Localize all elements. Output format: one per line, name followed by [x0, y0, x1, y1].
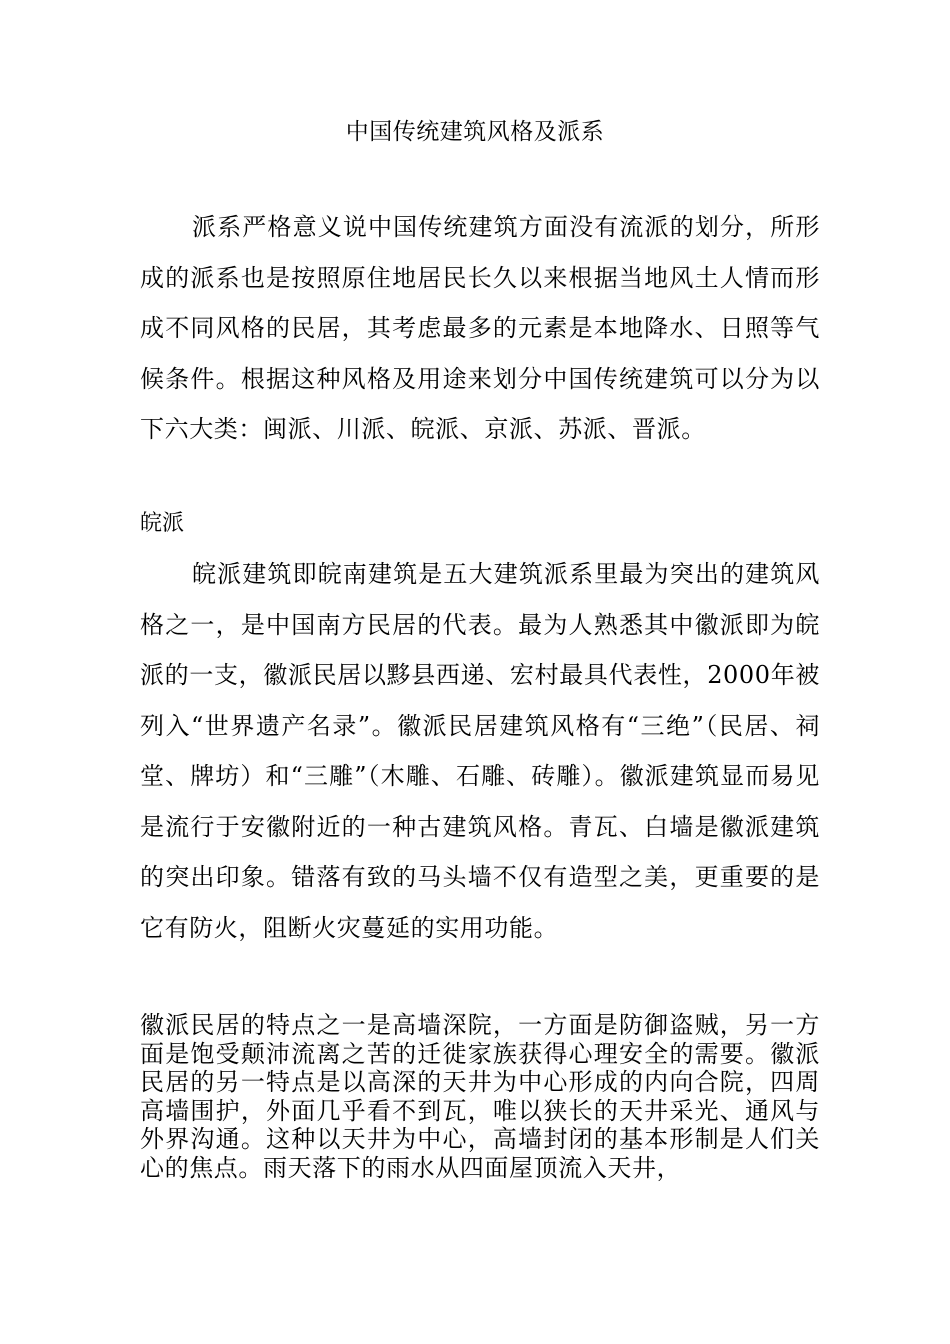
section-paragraph-2: 徽派民居的特点之一是高墙深院，一方面是防御盗贼，另一方面是饱受颠沛流离之苦的迁徙家族获得心理安全的需要。徽派民居的另一特点是以高深的天井为中心形成的内向合院，四周高墙围护，外面几乎看不到瓦，唯以狭长的天井采光、通风与外界沟通。这种以天井为中心，高墙封闭的基本形制是人们关心的焦点。雨天落下的雨水从四面屋顶流入天井， — [140, 1011, 820, 1182]
section-heading: 皖派 — [140, 511, 185, 536]
intro-paragraph: 派系严格意义说中国传统建筑方面没有流派的划分，所形成的派系也是按照原住地居民长久以来根据当地风土人情而形成不同风格的民居，其考虑最多的元素是本地降水、日照等气候条件。根据这种风格及用途来划分中国传统建筑可以分为以下六大类：闽派、川派、皖派、京派、苏派、晋派。 — [140, 213, 820, 443]
section-paragraph-1: 皖派建筑即皖南建筑是五大建筑派系里最为突出的建筑风格之一，是中国南方民居的代表。最为人熟悉其中徽派即为皖派的一支，徽派民居以黟县西递、宏村最具代表性，2000年被列入“世界遗产名录”。徽派民居建筑风格有“三绝”（民居、祠堂、牌坊）和“三雕”（木雕、石雕、砖雕）。徽派建筑显而易见是流行于安徽附近的一种古建筑风格。青瓦、白墙是徽派建筑的突出印象。错落有致的马头墙不仅有造型之美，更重要的是它有防火，阻断火灾蔓延的实用功能。 — [140, 560, 820, 942]
page-title: 中国传统建筑风格及派系 — [345, 119, 605, 145]
